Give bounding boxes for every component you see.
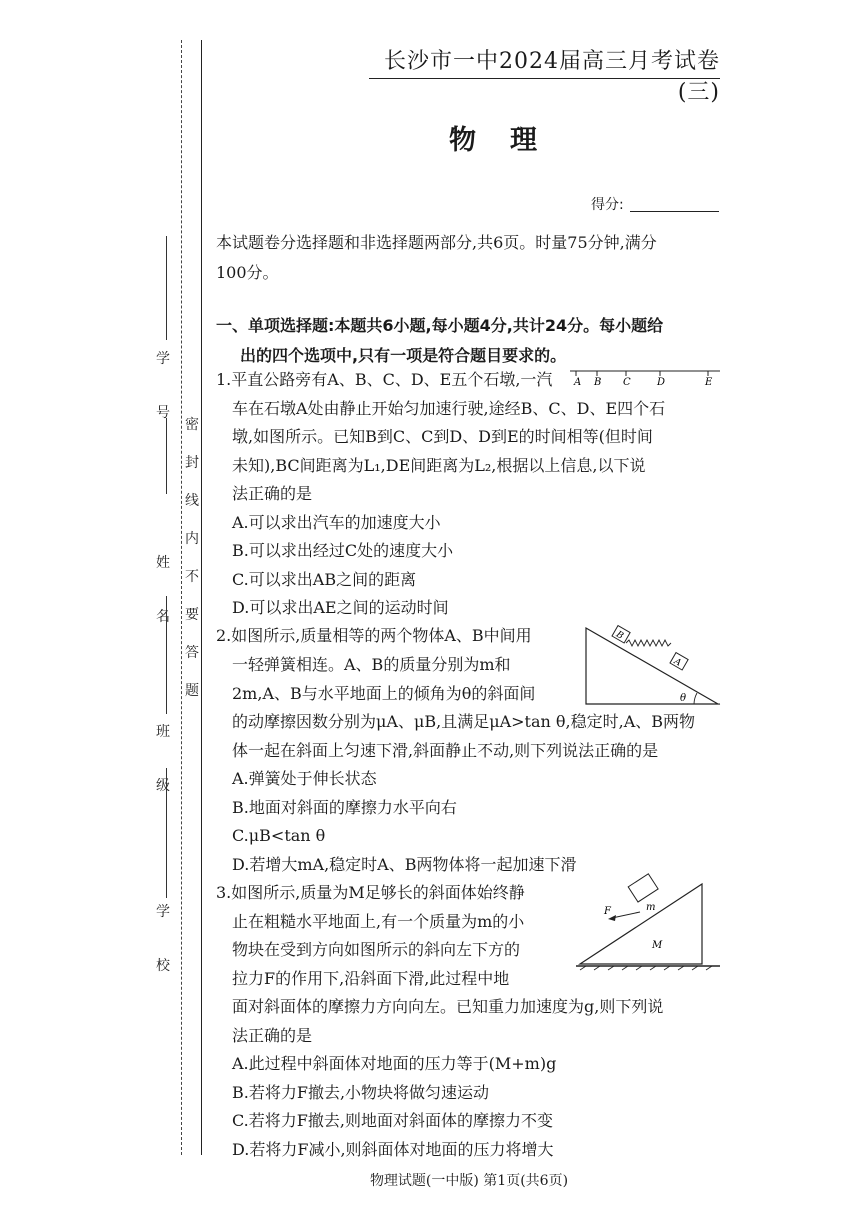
score-label: 得分: <box>591 197 624 213</box>
intro-text: 本试题卷分选择题和非选择题两部分,共6页。时量75分钟,满分 100分。 <box>216 233 657 282</box>
q1-road-figure <box>570 368 722 390</box>
q3-option-b: B.若将力F撤去,小物块将做匀速运动 <box>232 1083 490 1102</box>
q3-line-5: 面对斜面体的摩擦力方向向左。已知重力加速度为g,则下列说 <box>232 997 664 1016</box>
q3-line-2: 止在粗糙水平地面上,有一个质量为m的小 <box>232 912 525 931</box>
exam-title: 长沙市一中2024届高三月考试卷(三) <box>384 49 720 105</box>
q3-label-f: F <box>604 906 611 917</box>
page-footer: 物理试题(一中版) 第1页(共6页) <box>369 1173 569 1189</box>
q3-label-big-m: M <box>652 940 663 951</box>
q1-line-4: 未知),BC间距离为L₁,DE间距离为L₂,根据以上信息,以下说 <box>232 456 646 475</box>
q3-option-d: D.若将力F减小,则斜面体对地面的压力将增大 <box>232 1140 554 1159</box>
q2-option-c: C.μB<tan θ <box>232 826 326 845</box>
q3-incline-figure <box>576 878 722 972</box>
q2-incline-figure <box>584 624 724 708</box>
q1-line-5: 法正确的是 <box>232 484 313 503</box>
q1-line-2: 车在石墩A处由静止开始匀加速行驶,途经B、C、D、E四个石 <box>232 399 666 418</box>
q2-label-b: B <box>614 629 625 642</box>
margin-label-student-id: 学 号 <box>156 351 170 421</box>
q2-line-4: 的动摩擦因数分别为μA、μB,且满足μA>tan θ,稳定时,A、B两物 <box>232 712 696 731</box>
q1-option-c: C.可以求出AB之间的距离 <box>232 570 417 589</box>
q1-label-c: C <box>623 377 631 388</box>
class-blank[interactable] <box>166 596 167 714</box>
q3-option-a: A.此过程中斜面体对地面的压力等于(M+m)g <box>232 1054 557 1073</box>
q2-line-3: 2m,A、B与水平地面上的倾角为θ的斜面间 <box>232 684 536 703</box>
q3-label-m: m <box>646 902 656 913</box>
q2-option-a: A.弹簧处于伸长状态 <box>232 769 377 788</box>
q2-option-d: D.若增大mA,稳定时A、B两物体将一起加速下滑 <box>232 855 577 874</box>
q3-line-3: 物块在受到方向如图所示的斜向左下方的 <box>232 940 521 959</box>
q1-label-a: A <box>574 377 582 388</box>
seal-warning: 密 封 线 内 不 要 答 题 <box>185 417 199 699</box>
subject-title: 物理 <box>449 125 571 156</box>
q2-label-theta: θ <box>680 693 687 704</box>
student-id-blank[interactable] <box>166 236 167 340</box>
margin-label-school: 学 校 <box>156 904 170 974</box>
q2-line-2: 一轻弹簧相连。A、B的质量分别为m和 <box>232 655 511 674</box>
q1-label-b: B <box>594 377 602 388</box>
header-rule <box>369 78 720 79</box>
q3-line-1: 3.如图所示,质量为M足够长的斜面体始终静 <box>216 883 525 902</box>
q1-option-d: D.可以求出AE之间的运动时间 <box>232 598 449 617</box>
q1-label-d: D <box>657 377 666 388</box>
q3-line-4: 拉力F的作用下,沿斜面下滑,此过程中地 <box>232 969 510 988</box>
q1-line-1: 1.平直公路旁有A、B、C、D、E五个石墩,一汽 <box>216 370 553 389</box>
name-blank[interactable] <box>166 418 167 494</box>
margin-label-class: 班 级 <box>156 724 170 794</box>
school-blank[interactable] <box>166 768 167 898</box>
q2-line-1: 2.如图所示,质量相等的两个物体A、B中间用 <box>216 626 532 645</box>
q1-option-b: B.可以求出经过C处的速度大小 <box>232 541 454 560</box>
section-heading: 一、单项选择题:本题共6小题,每小题4分,共计24分。每小题给 出的四个选项中,只有一项是符合题目要求的。 <box>216 316 664 365</box>
q1-line-3: 墩,如图所示。已知B到C、C到D、D到E的时间相等(但时间 <box>232 427 653 446</box>
margin-label-name: 姓 名 <box>156 555 170 625</box>
q2-line-5: 体一起在斜面上匀速下滑,斜面静止不动,则下列说法正确的是 <box>232 741 659 760</box>
q2-label-a: A <box>672 656 683 669</box>
q1-label-e: E <box>705 377 713 388</box>
q1-option-a: A.可以求出汽车的加速度大小 <box>232 513 441 532</box>
score-blank[interactable] <box>630 211 719 212</box>
q3-line-6: 法正确的是 <box>232 1026 313 1045</box>
q2-option-b: B.地面对斜面的摩擦力水平向右 <box>232 798 457 817</box>
q3-option-c: C.若将力F撤去,则地面对斜面体的摩擦力不变 <box>232 1111 553 1130</box>
